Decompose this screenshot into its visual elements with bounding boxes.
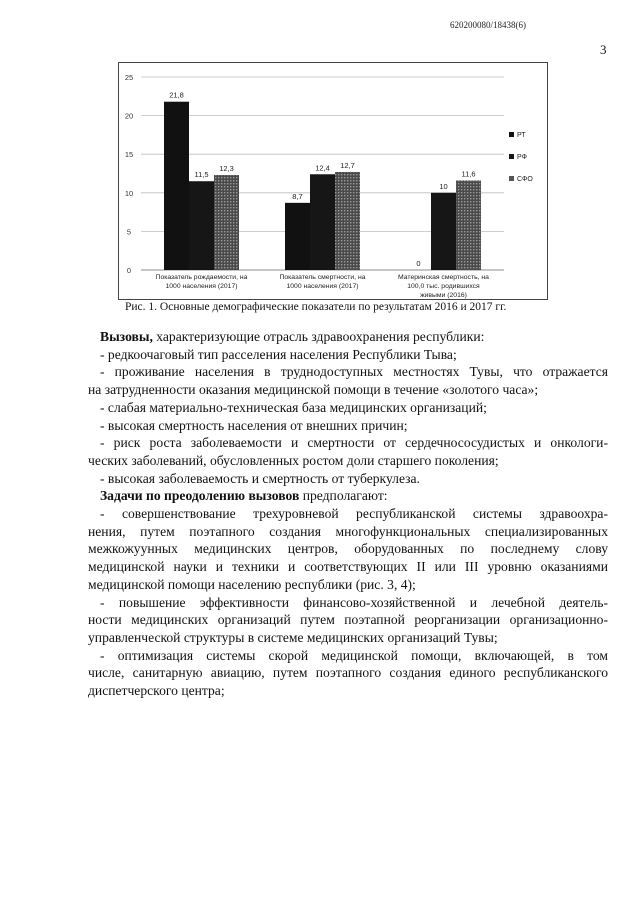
task-item: - повышение эффективности финансово-хозяйственной и лечебной деятель- <box>100 594 608 610</box>
challenges-heading <box>88 328 608 346</box>
task-item-continued: медицинской науки и техники и соответствующих II или III уровню оказаниями <box>88 559 608 575</box>
legend-label: РФ <box>517 154 527 161</box>
bar-value-label: 0 <box>416 259 421 268</box>
document-number: 620200080/18438(6) <box>450 20 526 30</box>
challenge-item: - высокая смертность населения от внешних причин; <box>100 417 408 433</box>
bar-value-label: 10 <box>439 181 448 191</box>
category-label: Материнская смертность, на <box>398 274 489 281</box>
legend-swatch <box>509 176 514 181</box>
task-item: - совершенствование трехуровневой республиканской системы здравоохра- <box>100 506 608 522</box>
bar-value-label: 12,3 <box>219 164 234 174</box>
y-tick-label: 25 <box>124 73 134 82</box>
bar <box>456 180 481 270</box>
y-tick-label: 10 <box>124 188 134 198</box>
task-item-continued: ности медицинских организаций путем поэтапной реорганизации организационно- <box>88 612 608 628</box>
tasks-intro: предполагают: <box>299 488 388 504</box>
chart-frame <box>118 62 548 300</box>
category-label: 1000 населения (2017) <box>165 283 238 290</box>
task-item-continued: диспетчерского центра; <box>88 683 225 699</box>
bar-value-label: 12,4 <box>315 163 330 173</box>
legend-swatch <box>509 132 514 137</box>
challenge-item: - проживание населения в труднодоступных местностях Тувы, что отражается <box>100 364 608 380</box>
category-label: 100,0 тыс. родившихся <box>407 283 480 290</box>
task-item: - оптимизация системы скорой медицинской помощи, включающей, в том <box>100 647 608 663</box>
challenge-item-continued: на затрудненности оказания медицинской помощи в течение «золотого часа»; <box>88 382 539 398</box>
bar-value-label: 11,5 <box>194 170 209 180</box>
bar-value-label: 11,6 <box>461 169 476 179</box>
legend-label: СФО <box>517 176 533 183</box>
bar <box>335 172 360 270</box>
category-label: Показатель рождаемости, на <box>155 274 248 281</box>
legend-label: РТ <box>517 132 526 139</box>
bar-value-label: 21,8 <box>169 90 184 100</box>
challenge-item-continued: ческих заболеваний, обусловленных ростом доли старшего поколения; <box>88 452 499 468</box>
bar <box>214 175 239 270</box>
challenge-item: - риск роста заболеваемости и смертности от сердечнососудистых и онкологи- <box>100 435 608 451</box>
task-item-continued: межкожуунных медицинских центров, оборудованных по последнему слову <box>88 541 608 557</box>
tasks-heading <box>88 487 608 505</box>
demographic-bar-chart <box>119 63 549 301</box>
category-label: Показатель смертности, на <box>279 274 366 281</box>
challenge-item: - слабая материально-техническая база медицинских организаций; <box>100 399 487 415</box>
bar <box>189 181 214 270</box>
bar-value-label: 8,7 <box>292 191 303 201</box>
bar-value-label: 12,7 <box>340 160 355 170</box>
challenge-item: - редкоочаговый тип расселения населения Республики Тыва; <box>100 346 457 362</box>
figure-caption: Рис. 1. Основные демографические показатели по результатам 2016 и 2017 гг. <box>125 301 507 313</box>
y-tick-label: 20 <box>124 111 134 121</box>
y-tick-label: 0 <box>126 266 132 275</box>
category-label: живыми (2016) <box>420 292 467 299</box>
bar <box>164 102 189 270</box>
bar <box>285 203 310 270</box>
challenge-item: - высокая заболеваемость и смертность от туберкулеза. <box>100 470 420 486</box>
body-text <box>88 328 608 700</box>
y-tick-label: 5 <box>126 227 132 237</box>
y-tick-label: 15 <box>124 150 134 160</box>
category-label: 1000 населения (2017) <box>286 283 359 290</box>
task-item-continued: управленческой структуры в системе медицинских организаций Тувы; <box>88 629 498 645</box>
tasks-title: Задачи по преодолению вызовов <box>100 488 300 504</box>
task-item-continued: медицинской помощи населению республики (рис. 3, 4); <box>88 576 416 592</box>
legend-swatch <box>509 154 514 159</box>
task-item-continued: числе, санитарную авиацию, путем поэтапного создания единого республиканского <box>88 665 608 681</box>
challenges-title: Вызовы, <box>100 329 153 344</box>
page-number: 3 <box>600 42 607 57</box>
bar <box>310 174 335 270</box>
bar <box>431 193 456 270</box>
task-item-continued: нения, путем поэтапного создания многофункциональных специализированных <box>88 523 608 539</box>
challenges-intro: характеризующие отрасль здравоохранения республики: <box>152 329 485 344</box>
